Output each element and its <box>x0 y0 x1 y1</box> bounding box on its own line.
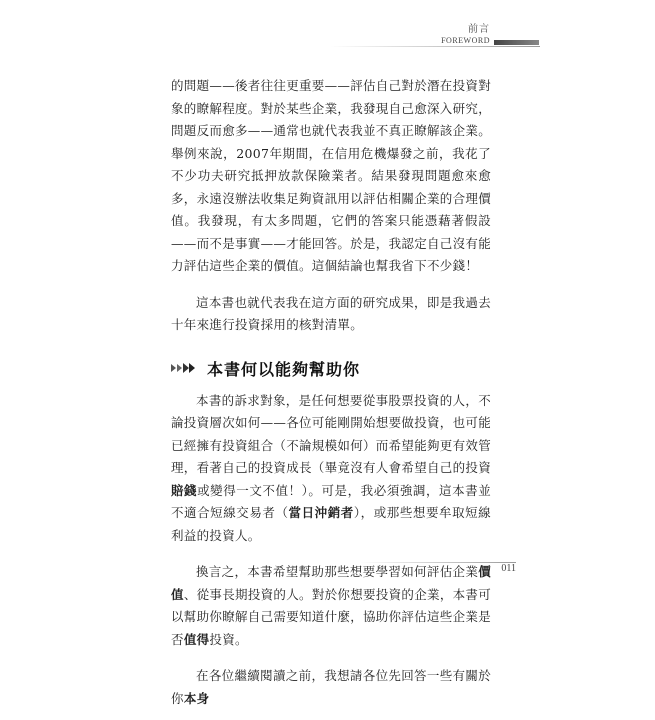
header-title-cn: 前言 <box>468 24 490 35</box>
paragraph-4-text-a: 換言之，本書希望幫助那些想要學習如何評估企業 <box>196 564 479 579</box>
section-heading <box>171 357 491 380</box>
paragraph-5-bold-a: 本身 <box>183 690 210 706</box>
paragraph-3-text-c: ），或那些想要牟取短線利益的投資人。 <box>171 505 491 543</box>
paragraph-5 <box>171 665 491 710</box>
paragraph-2: 這本書也就代表我在這方面的研究成果，即是我過去十年來進行投資採用的核對清單。 <box>171 294 491 332</box>
running-header <box>420 24 490 46</box>
header-rule <box>330 46 540 47</box>
paragraph-3-bold-b: 當日沖銷者 <box>288 505 354 520</box>
paragraph-1: 的問題——後者往往更重要——評估自己對於潛在投資對象的瞭解程度。對於某些企業，我發現自己愈深入研究，問題反而愈多——通常也就代表我並不真正瞭解該企業。舉例來說，2007年期間，在信用危機爆發之前，我花了不少功夫研究抵押放款保險業者。結果發現問題愈來愈多，永遠沒辦法收集足夠資訊用以評估相關企業的合理價值。我發現，有太多問題，它們的答案只能憑藉著假設——而不是事實——才能回答。於是，我認定自己沒有能力評估這些企業的價值。這個結論也幫我省下不少錢！ <box>171 78 492 273</box>
header-title-en: FOREWORD <box>441 36 490 45</box>
page-body <box>171 75 491 720</box>
paragraph-3-text-b: 或變得一文不值！）。可是，我必須強調，這本書並不適合短線交易者（ <box>171 482 491 520</box>
section-heading-text: 本書何以能夠幫助你 <box>207 359 361 379</box>
paragraph-4 <box>171 561 491 651</box>
triple-arrow-icon <box>171 362 199 374</box>
paragraph-4-text-c: 投資。 <box>209 631 248 647</box>
page-number: 011 <box>501 563 516 574</box>
paragraph-5-text-a: 在各位繼續閱讀之前，我想請各位先回答一些有關於你 <box>171 668 491 706</box>
paragraph-4-text-b: 、從事長期投資的人。對於你想要投資的企業，本書可以幫助你瞭解自己需要知道什麼，協助你評估這些企業是否 <box>171 586 492 647</box>
paragraph-4-bold-b: 值得 <box>183 631 210 647</box>
paragraph-4-bold-a: 價值 <box>171 564 491 602</box>
header-bar <box>494 40 539 45</box>
paragraph-3 <box>171 390 491 548</box>
paragraph-3-text-a: 本書的訴求對象，是任何想要從事股票投資的人，不論投資層次如何——各位可能剛開始想要做投資，也可能已經擁有投資組合（不論規模如何）而希望能夠更有效管理，看著自己的投資成長（畢竟沒有人會希望自己的投資 <box>171 392 492 475</box>
paragraph-3-bold-a: 賠錢 <box>171 482 198 498</box>
